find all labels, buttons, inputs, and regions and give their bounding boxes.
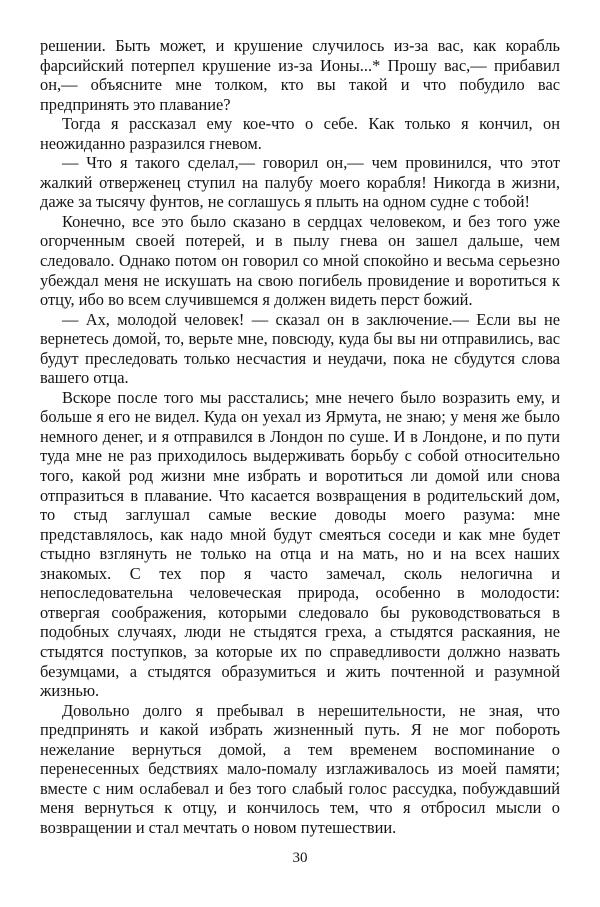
paragraph-5: — Ах, молодой человек! — сказал он в заключение.— Если вы не вернетесь домой, то, верьте мне, повсюду, куда бы вы ни отправились, вас будут преследовать только несчастия и неудачи, пока не сбудутся слова вашего отца. xyxy=(40,309,560,388)
paragraph-1: решении. Быть может, и крушение случилось из-за вас, как корабль фарсийский потерпел крушение из-за Ионы...* Прошу вас,— прибавил он,— объясните мне толком, кто вы такой и что побудило вас предпринять это плавание? xyxy=(40,36,560,114)
page-body xyxy=(40,36,560,837)
page-number: 30 xyxy=(292,850,308,866)
paragraph-2: Тогда я рассказал ему кое-что о себе. Как только я кончил, он неожиданно разразился гневом. xyxy=(40,114,560,153)
paragraph-7: Довольно долго я пребывал в нерешительности, не зная, что предпринять и какой избрать жизненный путь. Я не мог побороть нежелание вернуться домой, а тем временем воспоминание о перенесенных бедствиях мало-помалу изглаживалось из моей памяти; вместе с ним ослабевал и без того слабый голос рассудка, побуждавший меня вернуться к отцу, и кончилось тем, что я отбросил мысли о возвращении и стал мечтать о новом путешествии. xyxy=(40,700,560,837)
paragraph-4: Конечно, все это было сказано в сердцах человеком, и без того уже огорченным своей потерей, и в пылу гнева он зашел дальше, чем следовало. Однако потом он говорил со мной спокойно и весьма серьезно убеждал меня не искушать на свою погибель провидение и воротиться к отцу, ибо во всем случившемся я должен видеть перст божий. xyxy=(40,211,560,310)
paragraph-3: — Что я такого сделал,— говорил он,— чем провинился, что этот жалкий отверженец ступил на палубу моего корабля! Никогда в жизни, даже за тысячу фунтов, не соглашусь я плыть на одном судне с тобой! xyxy=(40,153,560,212)
paragraph-6: Вскоре после того мы расстались; мне нечего было возразить ему, и больше я его не видел. Куда он уехал из Ярмута, не знаю; у меня же было немного денег, и я отправился в Лондон по суше. И в Лондоне, и по пути туда мне не раз приходилось выдерживать борьбу с собой относительно того, какой род жизни мне избрать и воротиться ли домой или снова отпразиться в плавание. Что касается возвращения в родительский дом, то стыд заглушал самые веские доводы моего разума: мне представлялось, как надо мной будут смеяться соседи и как мне будет стыдно взглянуть не только на отца и на мать, но и на всех наших знакомых. С тех пор я часто замечал, сколь нелогична и непоследовательна человеческая природа, особенно в молодости: отвергая соображения, которыми следовало бы руководствоваться в подобных случаях, люди не стыдятся греха, а стыдятся раскаяния, не стыдятся поступков, за которые их по справедливости должно назвать безумцами, а стыдятся образумиться и жить почтенной и разумной жизнью. xyxy=(40,387,560,701)
